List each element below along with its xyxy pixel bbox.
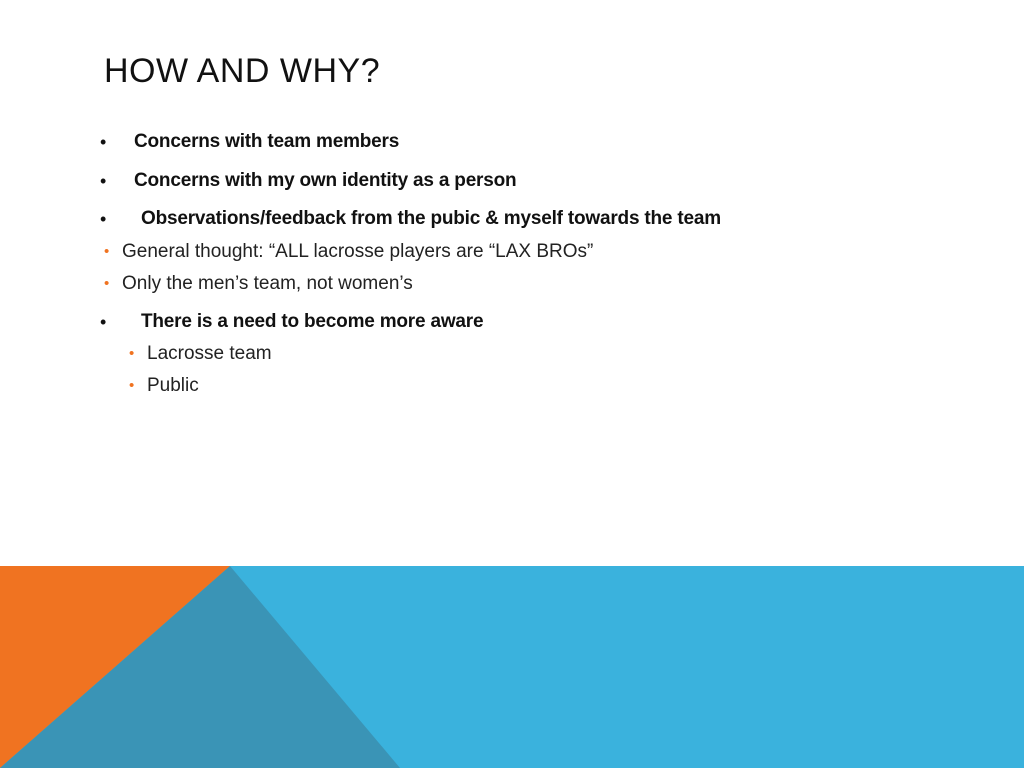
bullet-marker: • xyxy=(100,312,107,332)
bullet-marker: • xyxy=(100,171,107,191)
bullet-marker: • xyxy=(104,275,110,292)
bullet-marker: • xyxy=(100,132,107,152)
list-item-text: Concerns with my own identity as a person xyxy=(134,170,517,191)
list-item-text: There is a need to become more aware xyxy=(141,311,484,332)
list-item-text: Public xyxy=(147,375,199,396)
decorative-bottom-band xyxy=(0,566,1024,768)
list-item-text: General thought: “ALL lacrosse players are “LAX BROs” xyxy=(122,241,594,262)
bullet-marker: • xyxy=(104,243,110,260)
list-item-text: Observations/feedback from the pubic & myself towards the team xyxy=(141,208,721,229)
bullet-marker: • xyxy=(129,377,135,394)
list-item-text: Concerns with team members xyxy=(134,131,400,152)
list-item-text: Lacrosse team xyxy=(147,343,272,364)
bullet-marker: • xyxy=(100,209,107,229)
bullet-marker: • xyxy=(129,345,135,362)
slide-title: HOW AND WHY? xyxy=(104,52,381,90)
list-item-text: Only the men’s team, not women’s xyxy=(122,273,413,294)
